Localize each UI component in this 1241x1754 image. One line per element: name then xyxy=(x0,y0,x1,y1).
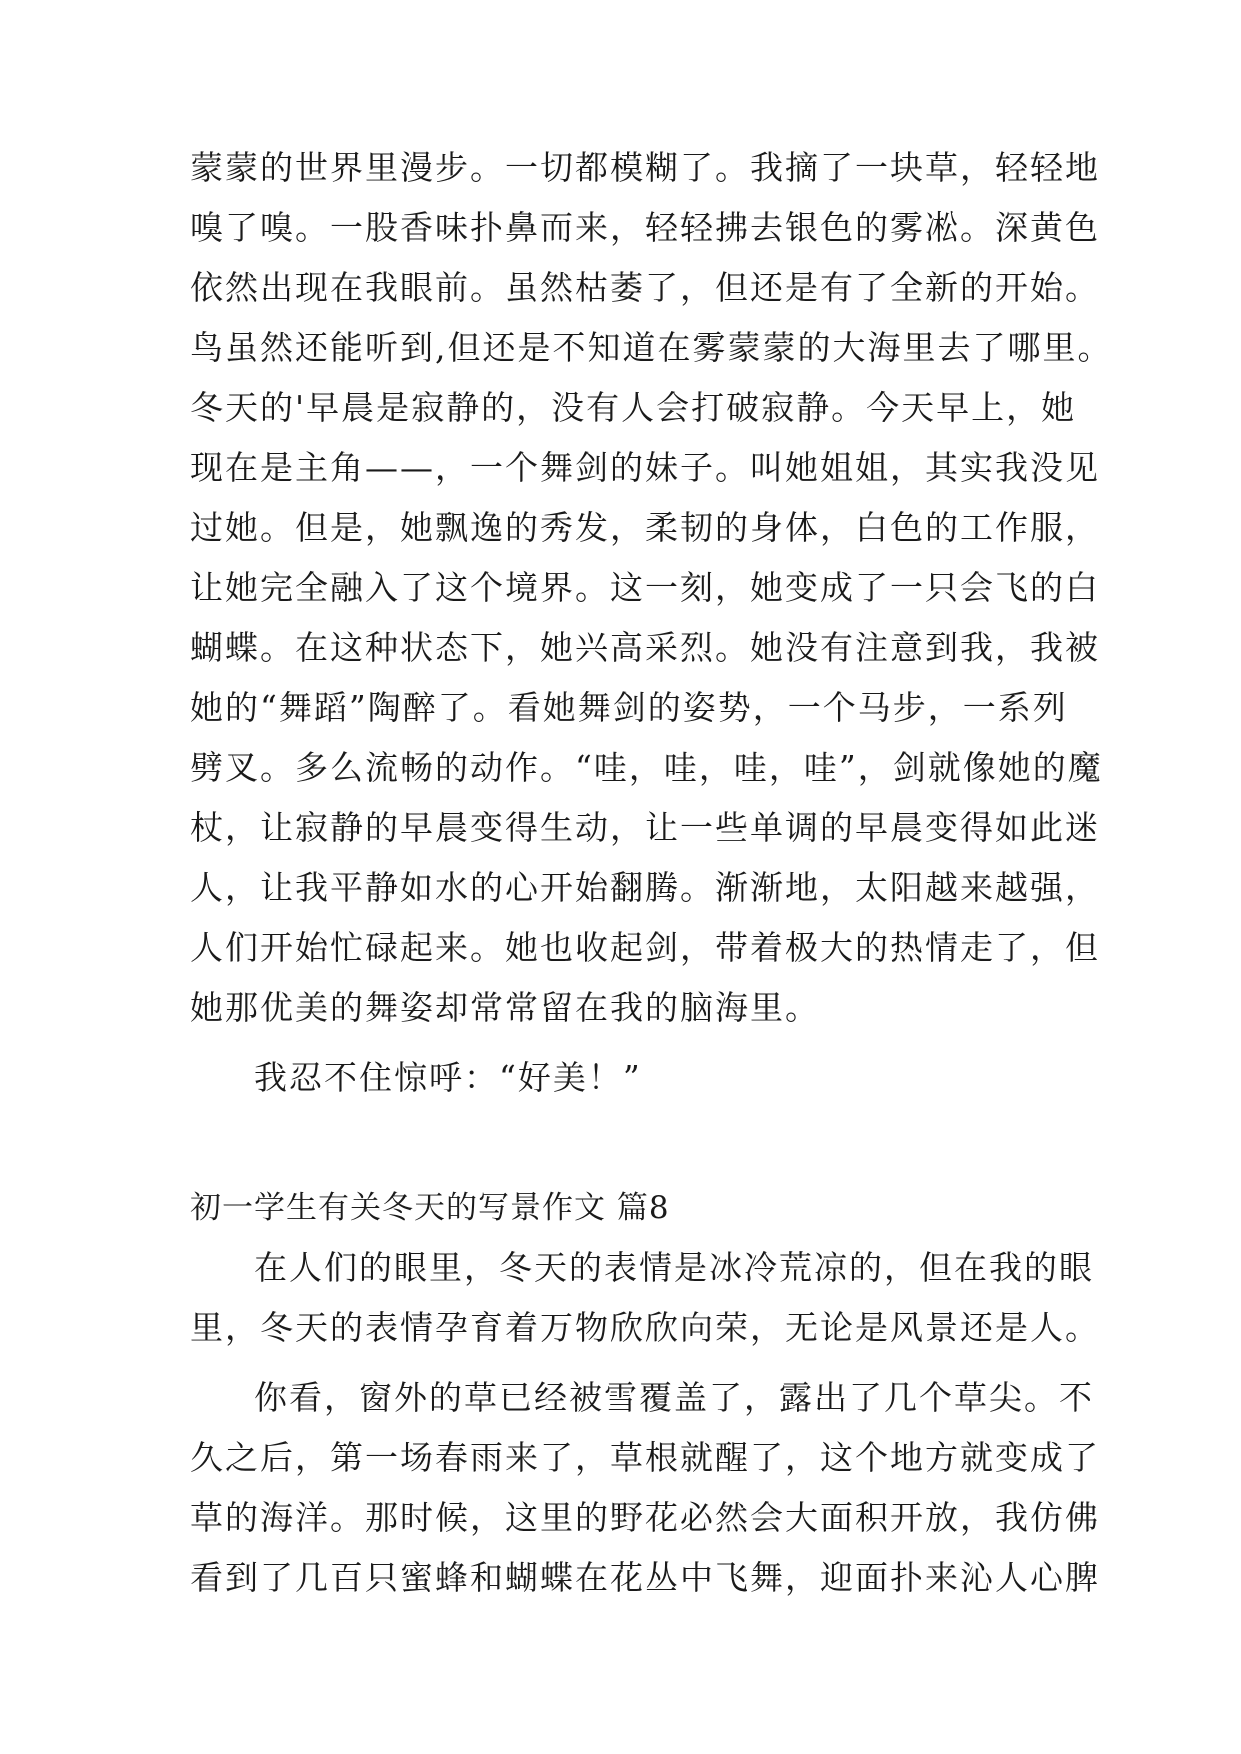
body-text-line: 她的“舞蹈”陶醉了。看她舞剑的姿势，一个马步，一系列 xyxy=(190,688,1068,727)
closing-line: 我忍不住惊呼：“好美！” xyxy=(254,1058,642,1097)
paragraph-line: 看到了几百只蜜蜂和蝴蝶在花丛中飞舞，迎面扑来沁人心脾 xyxy=(190,1558,1100,1597)
body-text-line: 人们开始忙碌起来。她也收起剑，带着极大的热情走了，但 xyxy=(190,928,1100,967)
body-text-line: 蝴蝶。在这种状态下，她兴高采烈。她没有注意到我，我被 xyxy=(190,628,1100,667)
paragraph-line: 久之后，第一场春雨来了，草根就醒了，这个地方就变成了 xyxy=(190,1438,1100,1477)
body-text-line: 让她完全融入了这个境界。这一刻，她变成了一只会飞的白 xyxy=(190,568,1100,607)
body-text-line: 嗅了嗅。一股香味扑鼻而来，轻轻拂去银色的雾凇。深黄色 xyxy=(190,208,1100,247)
body-text-line: 冬天的'早晨是寂静的，没有人会打破寂静。今天早上，她 xyxy=(190,388,1077,427)
body-text-line: 蒙蒙的世界里漫步。一切都模糊了。我摘了一块草，轻轻地 xyxy=(190,148,1100,187)
body-text-line: 人，让我平静如水的心开始翻腾。渐渐地，太阳越来越强， xyxy=(190,868,1100,907)
body-text-line: 劈叉。多么流畅的动作。“哇，哇，哇，哇”，剑就像她的魔 xyxy=(190,748,1103,787)
body-text-line: 杖，让寂静的早晨变得生动，让一些单调的早晨变得如此迷 xyxy=(190,808,1100,847)
body-text-line: 她那优美的舞姿却常常留在我的脑海里。 xyxy=(190,988,820,1027)
section-heading: 初一学生有关冬天的写景作文 篇8 xyxy=(190,1190,670,1226)
paragraph-line: 在人们的眼里，冬天的表情是冰冷荒凉的，但在我的眼 xyxy=(254,1248,1094,1287)
body-text-line: 依然出现在我眼前。虽然枯萎了，但还是有了全新的开始。 xyxy=(190,268,1100,307)
body-text-line: 现在是主角——，一个舞剑的妹子。叫她姐姐，其实我没见 xyxy=(190,448,1100,487)
paragraph-line: 里，冬天的表情孕育着万物欣欣向荣，无论是风景还是人。 xyxy=(190,1308,1100,1347)
paragraph-line: 草的海洋。那时候，这里的野花必然会大面积开放，我仿佛 xyxy=(190,1498,1100,1537)
paragraph-line: 你看，窗外的草已经被雪覆盖了，露出了几个草尖。不 xyxy=(254,1378,1094,1417)
body-text-line: 鸟虽然还能听到,但还是不知道在雾蒙蒙的大海里去了哪里。 xyxy=(190,328,1113,367)
body-text-line: 过她。但是，她飘逸的秀发，柔韧的身体，白色的工作服， xyxy=(190,508,1100,547)
